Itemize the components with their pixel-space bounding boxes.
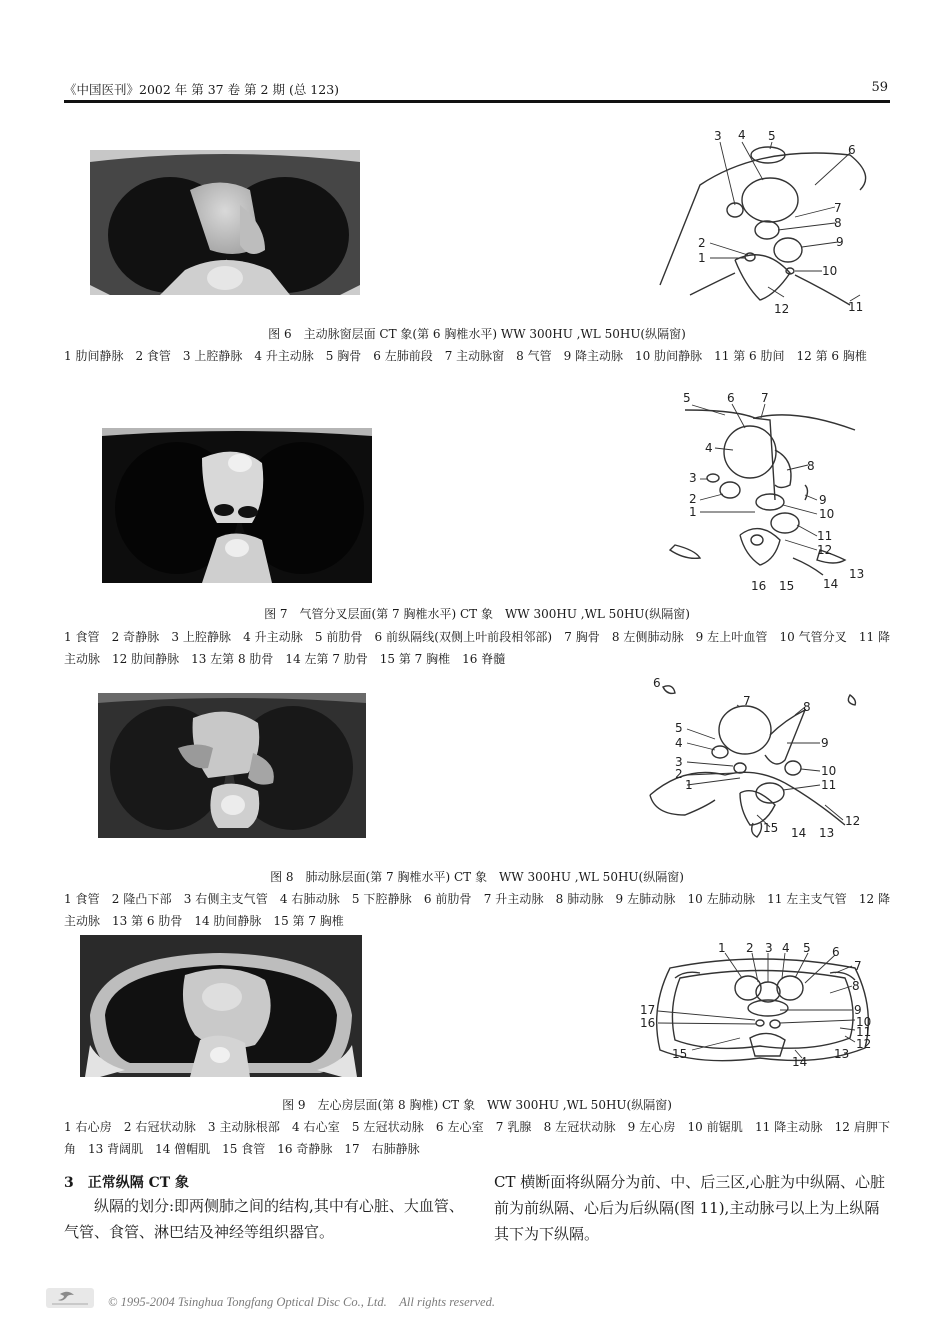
- figure-8-legend: 1 食管 2 隆凸下部 3 右侧主支气管 4 右肺动脉 5 下腔静脉 6 前肋骨 7 升主动脉 8 肺动脉 9 左肺动脉 10 左肺动脉 11 左主支气管 12 降主动脉 13 第 6 肋骨 14 肋间静脉 15 第 7 胸椎: [64, 892, 890, 928]
- figure-6-label: 11: [848, 300, 864, 314]
- figure-7-caption: 图 7 气管分叉层面(第 7 胸椎水平) CT 象 WW 300HU ,WL 50HU(纵隔窗): [264, 607, 690, 621]
- figure-8-ct-image: [98, 693, 366, 838]
- figure-8-diagram: [645, 675, 875, 845]
- figure-8-label: 3: [675, 755, 683, 769]
- figure-9-label: 6: [832, 945, 840, 959]
- figure-8-label: 9: [821, 736, 829, 750]
- body-paragraph: 纵隔的划分:即两侧肺之间的结构,其中有心脏、大血管、气管、食管、淋巴结及神经等组织器官。: [64, 1197, 464, 1241]
- section-heading: 3 正常纵隔 CT 象: [64, 1175, 190, 1191]
- body-paragraph: CT 横断面将纵隔分为前、中、后三区,心脏为中纵隔、心脏前为前纵隔、心后为后纵隔(图 11),主动脉弓以上为上纵隔其下为下纵隔。: [494, 1173, 886, 1243]
- figure-9-label: 14: [792, 1055, 808, 1069]
- figure-9-label: 7: [854, 959, 862, 973]
- figure-8-label: 10: [821, 764, 837, 778]
- publisher-logo-icon: [46, 1286, 94, 1310]
- figure-9-label: 2: [746, 941, 754, 955]
- figure-7-label: 10: [819, 507, 835, 521]
- figure-8-label: 11: [821, 778, 837, 792]
- figure-6-label: 6: [848, 143, 856, 157]
- figure-6-label: 5: [768, 129, 776, 143]
- figure-6-diagram: [650, 125, 890, 320]
- figure-7-label: 2: [689, 492, 697, 506]
- figure-8-label: 14: [791, 826, 807, 840]
- figure-9-legend: 1 右心房 2 右冠状动脉 3 主动脉根部 4 右心室 5 左冠状动脉 6 左心室 7 乳腺 8 左冠状动脉 9 左心房 10 前锯肌 11 降主动脉 12 肩胛下角 13 背阔肌 14 僧帽肌 15 食管 16 奇静脉 17 右肺静脉: [64, 1120, 890, 1156]
- figure-8-label: 12: [845, 814, 861, 828]
- figure-9-label: 11: [856, 1025, 872, 1039]
- figure-6-label: 4: [738, 128, 746, 142]
- figure-7-label: 16: [751, 579, 767, 593]
- figure-9-label: 12: [856, 1037, 872, 1051]
- figure-7-label: 14: [823, 577, 839, 591]
- figure-8-label: 5: [675, 721, 683, 735]
- figure-6-label: 3: [714, 129, 722, 143]
- figure-9-label: 8: [852, 979, 860, 993]
- figure-7-label: 8: [807, 459, 815, 473]
- figure-9-label: 16: [640, 1016, 656, 1030]
- figure-9-caption: 图 9 左心房层面(第 8 胸椎) CT 象 WW 300HU ,WL 50HU(纵隔窗): [282, 1098, 672, 1112]
- figure-7-label: 7: [761, 391, 769, 405]
- figure-7-legend: 1 食管 2 奇静脉 3 上腔静脉 4 升主动脉 5 前肋骨 6 前纵隔线(双侧上叶前段相邻部) 7 胸骨 8 左侧肺动脉 9 左上叶血管 10 气管分叉 11 降主动脉 12 肋间静脉 13 左第 8 肋骨 14 左第 7 肋骨 15 第 7 胸椎 16 脊髓: [64, 630, 890, 666]
- figure-6-label: 10: [822, 264, 838, 278]
- figure-9-label: 5: [803, 941, 811, 955]
- figure-9-label: 1: [718, 941, 726, 955]
- figure-9-label: 4: [782, 941, 790, 955]
- journal-citation: 《中国医刊》2002 年 第 37 卷 第 2 期 (总 123): [64, 82, 340, 97]
- figure-6-label: 2: [698, 236, 706, 250]
- figure-7-label: 5: [683, 391, 691, 405]
- figure-9-label: 10: [856, 1015, 872, 1029]
- figure-6-label: 1: [698, 251, 706, 265]
- page-number: 59: [871, 80, 888, 95]
- figure-8-label: 4: [675, 736, 683, 750]
- figure-8-label: 6: [653, 676, 661, 690]
- figure-8-caption: 图 8 肺动脉层面(第 7 胸椎水平) CT 象 WW 300HU ,WL 50HU(纵隔窗): [270, 870, 684, 884]
- figure-9-diagram: [630, 938, 885, 1068]
- figure-6-legend: 1 肋间静脉 2 食管 3 上腔静脉 4 升主动脉 5 胸骨 6 左肺前段 7 主动脉窗 8 气管 9 降主动脉 10 肋间静脉 11 第 6 肋间 12 第 6 胸椎: [64, 349, 867, 363]
- figure-8-label: 2: [675, 767, 683, 781]
- figure-6-label: 9: [836, 235, 844, 249]
- figure-9-ct-image: [80, 935, 362, 1077]
- figure-9-label: 17: [640, 1003, 656, 1017]
- figure-6-label: 8: [834, 216, 842, 230]
- figure-7-ct-image: [102, 428, 372, 583]
- figure-8-label: 8: [803, 700, 811, 714]
- figure-7-label: 11: [817, 529, 833, 543]
- figure-6-ct-image: [90, 150, 360, 295]
- figure-7-label: 6: [727, 391, 735, 405]
- figure-7-label: 13: [849, 567, 865, 581]
- figure-8-label: 1: [685, 778, 693, 792]
- figure-9-label: 15: [672, 1047, 688, 1061]
- figure-7-diagram: [645, 390, 875, 595]
- figure-8-label: 13: [819, 826, 835, 840]
- figure-9-label: 13: [834, 1047, 850, 1061]
- figure-7-label: 12: [817, 543, 833, 557]
- figure-9-label: 3: [765, 941, 773, 955]
- figure-7-label: 4: [705, 441, 713, 455]
- figure-7-label: 9: [819, 493, 827, 507]
- figure-7-label: 3: [689, 471, 697, 485]
- figure-7-label: 1: [689, 505, 697, 519]
- figure-6-label: 7: [834, 201, 842, 215]
- figure-9-label: 9: [854, 1003, 862, 1017]
- figure-8-label: 7: [743, 694, 751, 708]
- figure-7-label: 15: [779, 579, 795, 593]
- figure-6-label: 12: [774, 302, 790, 316]
- figure-6-caption: 图 6 主动脉窗层面 CT 象(第 6 胸椎水平) WW 300HU ,WL 50HU(纵隔窗): [268, 327, 686, 341]
- copyright-notice: © 1995-2004 Tsinghua Tongfang Optical Disc Co., Ltd. All rights reserved.: [108, 1295, 495, 1309]
- figure-8-label: 15: [763, 821, 779, 835]
- header-rule: [64, 100, 890, 103]
